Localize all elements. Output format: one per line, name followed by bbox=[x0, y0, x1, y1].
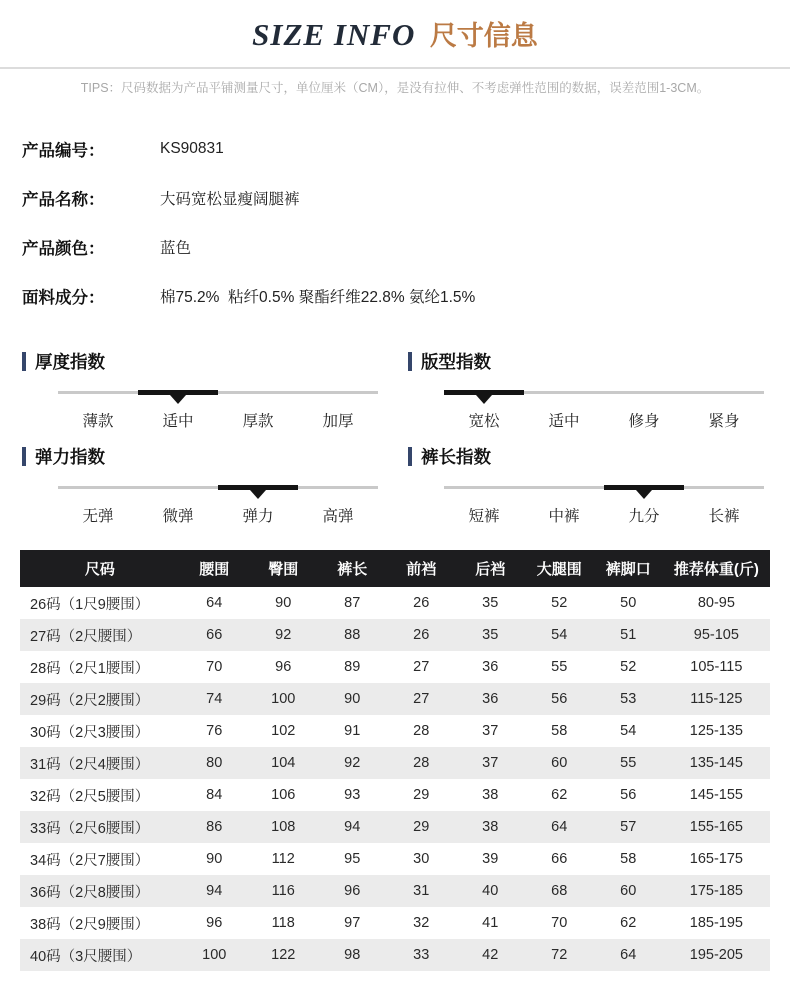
measurement-cell: 94 bbox=[206, 883, 223, 899]
size-table-header-cell: 大腿围 bbox=[525, 550, 594, 587]
measurement-cell: 92 bbox=[275, 627, 292, 643]
scale-step-label: 九分 bbox=[628, 508, 660, 525]
measurement-cell: 115-125 bbox=[690, 691, 743, 707]
measurement-cell: 30 bbox=[413, 851, 430, 867]
measurement-cell: 155-165 bbox=[689, 819, 743, 835]
measurement-cell: 105-115 bbox=[690, 659, 743, 675]
measurement-cell: 96 bbox=[344, 883, 361, 899]
measurement-cell: 90 bbox=[206, 851, 223, 867]
measurement-cell: 64 bbox=[551, 819, 568, 835]
size-table-header-cell: 腰围 bbox=[180, 550, 249, 587]
measurement-cell: 98 bbox=[344, 947, 361, 963]
measurement-cell: 195-205 bbox=[689, 947, 743, 963]
scale-slider bbox=[58, 389, 378, 399]
product-field-label: 产品编号： bbox=[22, 141, 105, 160]
measurement-cell: 90 bbox=[275, 595, 292, 611]
measurement-cell: 62 bbox=[620, 915, 637, 931]
measurement-cell: 76 bbox=[206, 723, 223, 739]
size-table-header-cell: 裤长 bbox=[318, 550, 387, 587]
product-field-value: 蓝色 bbox=[160, 239, 192, 257]
size-table-header-cell: 臀围 bbox=[249, 550, 318, 587]
measurement-cell: 96 bbox=[206, 915, 223, 931]
measurement-cell: 26 bbox=[413, 595, 430, 611]
title-accent-bar bbox=[408, 447, 412, 466]
scale-step-label: 薄款 bbox=[82, 413, 114, 430]
measurement-cell: 84 bbox=[206, 787, 223, 803]
title-accent-bar bbox=[408, 352, 412, 371]
scale-slider bbox=[58, 484, 378, 494]
page-title-en: SIZE INFO bbox=[252, 17, 416, 52]
measurement-cell: 70 bbox=[551, 915, 568, 931]
measurement-cell: 97 bbox=[344, 915, 361, 931]
size-table-header-cell: 尺码 bbox=[20, 550, 180, 587]
scale-slider bbox=[444, 389, 764, 399]
scale-step-label: 微弹 bbox=[162, 508, 194, 525]
measurement-cell: 41 bbox=[482, 915, 499, 931]
measurement-cell: 87 bbox=[344, 595, 361, 611]
size-cell: 30码（2尺3腰围） bbox=[30, 724, 150, 741]
scale-step-label: 修身 bbox=[628, 413, 660, 430]
title-accent-bar bbox=[22, 352, 26, 371]
measurement-cell: 68 bbox=[551, 883, 568, 899]
table-row bbox=[20, 875, 770, 907]
measurement-cell: 72 bbox=[551, 947, 568, 963]
measurement-cell: 125-135 bbox=[689, 723, 743, 739]
measurement-cell: 96 bbox=[275, 659, 292, 675]
scale-labels bbox=[444, 409, 764, 431]
measurement-cell: 80-95 bbox=[697, 595, 735, 611]
scale-step-label: 长裤 bbox=[708, 508, 740, 525]
measurement-cell: 38 bbox=[482, 819, 499, 835]
measurement-cell: 106 bbox=[271, 787, 296, 803]
table-row bbox=[20, 747, 770, 779]
measurement-cell: 28 bbox=[413, 755, 430, 771]
size-table-head bbox=[20, 550, 770, 587]
measurement-cell: 145-155 bbox=[689, 787, 743, 803]
scale-slider bbox=[444, 484, 764, 494]
table-row bbox=[20, 619, 770, 651]
size-cell: 40码（3尺腰围） bbox=[30, 948, 142, 965]
measurement-cell: 36 bbox=[482, 691, 499, 707]
measurement-cell: 135-145 bbox=[689, 755, 743, 771]
measurement-cell: 32 bbox=[413, 915, 430, 931]
measurement-cell: 50 bbox=[620, 595, 637, 611]
table-row bbox=[20, 907, 770, 939]
measurement-cell: 52 bbox=[551, 595, 568, 611]
measurement-cell: 60 bbox=[620, 883, 637, 899]
product-info-row bbox=[22, 173, 768, 222]
measurement-cell: 95-105 bbox=[693, 627, 739, 643]
scale-step-label: 弹力 bbox=[242, 508, 274, 525]
measurement-cell: 112 bbox=[271, 851, 295, 867]
measurement-cell: 74 bbox=[206, 691, 223, 707]
measurement-cell: 100 bbox=[202, 947, 227, 963]
product-field-label: 产品名称： bbox=[22, 190, 105, 209]
scale-step-label: 适中 bbox=[162, 413, 194, 430]
scale-step-label: 加厚 bbox=[322, 413, 354, 430]
scale-step-label: 紧身 bbox=[708, 413, 740, 430]
table-row bbox=[20, 811, 770, 843]
scale-pointer-icon bbox=[476, 395, 492, 404]
measurement-cell: 52 bbox=[620, 659, 637, 675]
scale-step-label: 适中 bbox=[548, 413, 580, 430]
size-cell: 33码（2尺6腰围） bbox=[30, 820, 150, 837]
measurement-cell: 91 bbox=[344, 723, 361, 739]
measurement-cell: 55 bbox=[551, 659, 568, 675]
measurement-cell: 93 bbox=[344, 787, 361, 803]
product-field-label: 面料成分： bbox=[22, 288, 105, 307]
measurement-cell: 27 bbox=[413, 659, 430, 675]
measurement-cell: 26 bbox=[413, 627, 430, 643]
size-table-header-cell: 前裆 bbox=[387, 550, 456, 587]
measurement-cell: 54 bbox=[551, 627, 568, 643]
measurement-cell: 100 bbox=[271, 691, 296, 707]
measurement-cell: 35 bbox=[482, 627, 499, 643]
scale-track bbox=[58, 391, 378, 394]
scale-labels bbox=[58, 409, 378, 431]
measurement-cell: 37 bbox=[482, 723, 499, 739]
index-scale-title bbox=[408, 350, 768, 372]
measurement-cell: 64 bbox=[620, 947, 637, 963]
measurement-cell: 62 bbox=[551, 787, 568, 803]
measurement-cell: 57 bbox=[620, 819, 637, 835]
product-info-row bbox=[22, 222, 768, 271]
measurement-cell: 33 bbox=[413, 947, 430, 963]
measurement-cell: 92 bbox=[344, 755, 361, 771]
table-row bbox=[20, 587, 770, 619]
scale-labels bbox=[444, 504, 764, 526]
measurement-cell: 88 bbox=[344, 627, 361, 643]
measurement-cell: 118 bbox=[271, 915, 295, 931]
measurement-cell: 42 bbox=[482, 947, 499, 963]
measurement-cell: 185-195 bbox=[689, 915, 743, 931]
measurement-cell: 35 bbox=[482, 595, 499, 611]
index-scale-title-text: 裤长指数 bbox=[421, 446, 491, 467]
page-title-cn: 尺寸信息 bbox=[429, 21, 538, 51]
measurement-cell: 122 bbox=[271, 947, 296, 963]
size-cell: 28码（2尺1腰围） bbox=[30, 660, 150, 677]
index-scale-title bbox=[408, 445, 768, 467]
size-table-header-cell: 裤脚口 bbox=[594, 550, 663, 587]
size-cell: 32码（2尺5腰围） bbox=[30, 788, 150, 805]
index-scale-block bbox=[408, 350, 768, 445]
measurement-cell: 165-175 bbox=[689, 851, 743, 867]
measurement-cell: 39 bbox=[482, 851, 499, 867]
size-cell: 36码（2尺8腰围） bbox=[30, 884, 150, 901]
measurement-cell: 175-185 bbox=[689, 883, 743, 899]
size-cell: 26码（1尺9腰围） bbox=[30, 596, 150, 613]
product-info-row bbox=[22, 271, 768, 320]
measurement-cell: 37 bbox=[482, 755, 499, 771]
measurement-cell: 66 bbox=[551, 851, 568, 867]
scale-pointer-icon bbox=[250, 490, 266, 499]
measurement-cell: 28 bbox=[413, 723, 430, 739]
measurement-cell: 53 bbox=[620, 691, 637, 707]
measurement-cell: 29 bbox=[413, 787, 430, 803]
measurement-cell: 116 bbox=[271, 883, 295, 899]
scale-step-label: 无弹 bbox=[82, 508, 114, 525]
scale-step-label: 高弹 bbox=[322, 508, 354, 525]
scale-labels bbox=[58, 504, 378, 526]
measurement-cell: 66 bbox=[206, 627, 223, 643]
measurement-cell: 64 bbox=[206, 595, 223, 611]
index-scale-title-text: 版型指数 bbox=[421, 351, 491, 372]
size-cell: 38码（2尺9腰围） bbox=[30, 916, 150, 933]
measurement-cell: 104 bbox=[271, 755, 296, 771]
measurement-cell: 54 bbox=[620, 723, 637, 739]
measurement-cell: 51 bbox=[620, 627, 637, 643]
size-table-header-row bbox=[20, 550, 770, 587]
measurement-cell: 58 bbox=[620, 851, 637, 867]
measurement-cell: 102 bbox=[271, 723, 296, 739]
size-cell: 29码（2尺2腰围） bbox=[30, 692, 150, 709]
measurement-cell: 70 bbox=[206, 659, 223, 675]
product-field-value: 大码宽松显瘦阔腿裤 bbox=[160, 190, 300, 208]
measurement-cell: 58 bbox=[551, 723, 568, 739]
measurement-cell: 38 bbox=[482, 787, 499, 803]
index-scales bbox=[0, 320, 790, 540]
size-table-header-cell: 推荐体重(斤) bbox=[663, 550, 770, 587]
scale-step-label: 中裤 bbox=[548, 508, 580, 525]
scale-step-label: 短裤 bbox=[468, 508, 500, 525]
measurement-cell: 108 bbox=[271, 819, 296, 835]
measurement-cell: 29 bbox=[413, 819, 430, 835]
table-row bbox=[20, 651, 770, 683]
measurement-cell: 86 bbox=[206, 819, 223, 835]
measurement-cell: 56 bbox=[620, 787, 637, 803]
page-header bbox=[0, 0, 790, 59]
measurement-cell: 40 bbox=[482, 883, 499, 899]
product-field-value: KS90831 bbox=[160, 139, 224, 157]
table-row bbox=[20, 683, 770, 715]
measurement-cell: 31 bbox=[413, 883, 430, 899]
measurement-cell: 90 bbox=[344, 691, 361, 707]
measurement-cell: 89 bbox=[344, 659, 361, 675]
scale-step-label: 宽松 bbox=[468, 413, 500, 430]
size-table-body bbox=[20, 587, 770, 971]
index-scale-block bbox=[22, 445, 382, 540]
product-field-value: 棉75.2% 粘纤0.5% 聚酯纤维22.8% 氨纶1.5% bbox=[160, 288, 476, 306]
size-cell: 34码（2尺7腰围） bbox=[30, 852, 150, 869]
size-table-header-cell: 后裆 bbox=[456, 550, 525, 587]
index-scale-block bbox=[408, 445, 768, 540]
index-scale-title bbox=[22, 350, 382, 372]
scale-pointer-icon bbox=[170, 395, 186, 404]
measurement-cell: 94 bbox=[344, 819, 361, 835]
table-row bbox=[20, 939, 770, 971]
product-info bbox=[0, 104, 790, 320]
product-info-row bbox=[22, 124, 768, 173]
measurement-cell: 56 bbox=[551, 691, 568, 707]
title-accent-bar bbox=[22, 447, 26, 466]
index-scale-block bbox=[22, 350, 382, 445]
measurement-cell: 60 bbox=[551, 755, 568, 771]
scale-pointer-icon bbox=[636, 490, 652, 499]
measurement-cell: 27 bbox=[413, 691, 430, 707]
product-field-label: 产品颜色： bbox=[22, 239, 105, 258]
index-scale-title-text: 弹力指数 bbox=[35, 446, 105, 467]
index-scale-title-text: 厚度指数 bbox=[35, 351, 105, 372]
measurement-cell: 55 bbox=[620, 755, 637, 771]
table-row bbox=[20, 843, 770, 875]
table-row bbox=[20, 779, 770, 811]
measurement-cell: 95 bbox=[344, 851, 361, 867]
tips-text: TIPS：尺码数据为产品平铺测量尺寸，单位厘米（CM），是没有拉伸、不考虑弹性范围的数据，误差范围1-3CM。 bbox=[80, 81, 710, 95]
measurement-cell: 36 bbox=[482, 659, 499, 675]
size-cell: 27码（2尺腰围） bbox=[30, 628, 142, 645]
measurement-cell: 80 bbox=[206, 755, 223, 771]
size-cell: 31码（2尺4腰围） bbox=[30, 756, 150, 773]
table-row bbox=[20, 715, 770, 747]
index-scale-title bbox=[22, 445, 382, 467]
size-table bbox=[20, 550, 770, 971]
scale-step-label: 厚款 bbox=[242, 413, 274, 430]
